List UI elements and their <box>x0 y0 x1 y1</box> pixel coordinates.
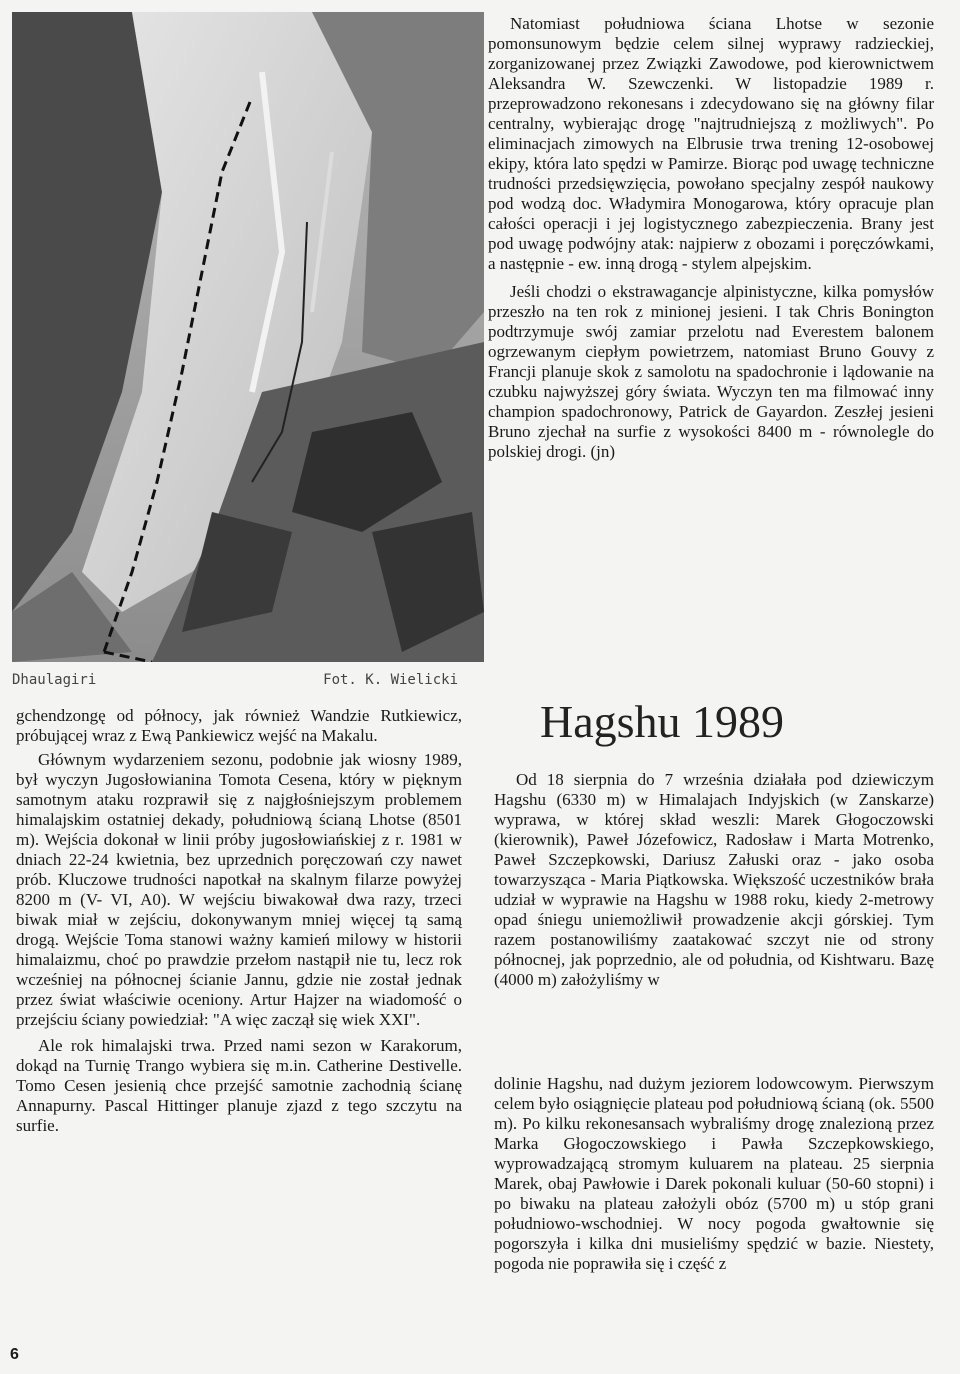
paragraph: Natomiast południowa ściana Lhotse w sezonie pomonsunowym będzie celem silnej wyprawy radzieckiej, zorganizowanej przez Związki Zawodowe, pod kierownictwem Aleksandra W. Szewczenki. W listopadzie 1989 r. przeprowadzono rekonesans i zdecydowano się na główny filar centralny, wybierając drogę "najtrudniejszą z możliwych". Po eliminacjach zimowych na Elbrusie trwa trening 12-osobowej ekipy, która lato spędzi w Pamirze. Biorąc pod uwagę techniczne trudności przedsięwzięcia, powołano specjalny zespół naukowy pod wodzą doc. Władymira Monogarowa, który opracuje plan całości operacji i jej logistycznego zabezpieczenia. Brany jest pod uwagę podwójny atak: najpierw z obozami i poręczówkami, a następnie - ew. inną drogą - stylem alpejskim. <box>488 14 934 273</box>
page-number: 6 <box>10 1346 19 1363</box>
paragraph: Od 18 sierpnia do 7 września działała pod dziewiczym Hagshu (6330 m) w Himalajach Indyjskich (w Zanskarze) wyprawa, w której skład weszli: Marek Głogoczowski (kierownik), Paweł Józefowicz, Radosław i Marta Motrenko, Paweł Szczepkowski, Dariusz Załuski oraz - jako osoba towarzysząca - Maria Piątkowska. Większość uczestników brała udział w wyprawie na Hagshu w 1988 roku, kiedy 2-metrowy opad śniegu uniemożliwił prowadzenie akcji górskiej. Tym razem postanowiliśmy zaatakować szczyt nie od strony północnej, jak poprzednio, ale od południa, od Kishtwaru. Bazę (4000 m) założyliśmy w <box>494 770 934 989</box>
photo-caption <box>12 672 458 694</box>
paragraph: gchendzongę od północy, jak również Wandzie Rutkiewicz, próbującej wraz z Ewą Pankiewicz wejść na Makalu. <box>16 706 462 745</box>
caption-credit: Fot. K. Wielicki <box>323 672 458 688</box>
paragraph: Ale rok himalajski trwa. Przed nami sezon w Karakorum, dokąd na Turnię Trango wybiera się m.in. Catherine Destivelle. Tomo Cesen jesienią chce przejść samotnie zachodnią ścianę Annapurny. Pascal Hittinger planuje zjazd z tego szczytu na surfie. <box>16 1036 462 1135</box>
paragraph: Głównym wydarzeniem sezonu, podobnie jak wiosny 1989, był wyczyn Jugosłowianina Tomota Cesena, który w pięknym samotnym ataku rozprawił się z najgłośniejszym problemem himalajskim ostatniej dekady, południową ścianą Lhotse (8501 m). Wejścia dokonał w linii próby jugosłowiańskiej z r. 1981 w dniach 22-24 kwietnia, bez uprzednich poręczowań czy nawet prób. Kluczowe trudności napotkał na skalnym filarze powyżej 8200 m (V- VI, A0). W wejściu biwakował dwa razy, trzeci biwak miał w zejściu, dokonywanym mniej więcej tą samą drogą. Wejście Toma stanowi ważny kamień milowy w historii himalaizmu, choć po prawdzie przełom nastąpił nie tu, lecz rok wcześniej na północnej ścianie Jannu, gdzie nie został jednak przez świat właściwie oceniony. Artur Hajzer na wiadomość o przejściu ściany powiedział: "A więc zaczął się wiek XXI". <box>16 750 462 1029</box>
article-body-column <box>494 770 934 990</box>
caption-location: Dhaulagiri <box>12 672 97 688</box>
right-top-column <box>488 14 934 462</box>
mountain-photo <box>12 12 484 662</box>
dhaulagiri-photo-image <box>12 12 484 662</box>
article-heading: Hagshu 1989 <box>540 696 785 747</box>
left-bottom-column <box>16 706 462 1136</box>
article-body-continued <box>494 1074 934 1274</box>
paragraph: dolinie Hagshu, nad dużym jeziorem lodowcowym. Pierwszym celem było osiągnięcie plateau pod południową ścianą (ok. 5500 m). Po kilku rekonesansach wybraliśmy drogę znalezioną przez Marka Głogoczowskiego i Pawła Szczepkowskiego, wyprowadzającą stromym kuluarem na plateau. 25 sierpnia Marek, obaj Pawłowie i Darek pokonali kuluar (50-60 stopni) i po biwaku na plateau założyli obóz (5700 m) u stóp grani południowo-wschodniej. W nocy pogoda gwałtownie się pogorszyła i kilka dni musieliśmy spędzić w bazie. Niestety, pogoda nie poprawiła się i część z <box>494 1074 934 1273</box>
paragraph: Jeśli chodzi o ekstrawagancje alpinistyczne, kilka pomysłów przeszło na ten rok z minionej jesieni. I tak Chris Bonington podtrzymuje swój zamiar przelotu nad Everestem balonem ogrzewanym ciepłym powietrzem, natomiast Bruno Gouvy z Francji planuje skok z samolotu na spadochronie i lądowanie na czubku najwyższej góry świata. Wyczyn ten ma filmować inny champion spadochronowy, Patrick de Gayardon. Zeszłej jesieni Bruno zjechał na surfie z wysokości 8400 m - równolegle do polskiej drogi. (jn) <box>488 282 934 461</box>
